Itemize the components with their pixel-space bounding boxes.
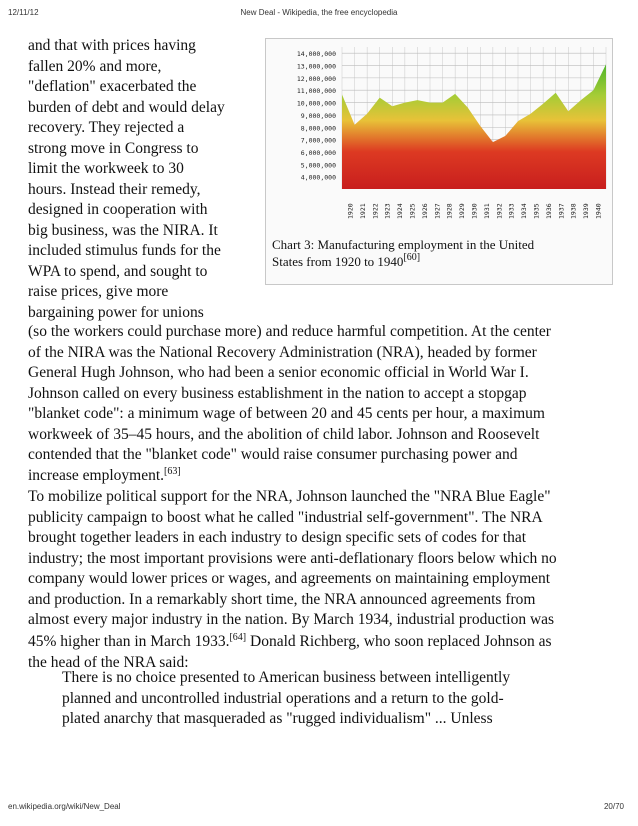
para1_lines-line: of the NIRA was the National Recovery Administration (NRA), headed by former [28,343,537,361]
intro_lines-line: hours. Instead their remedy, [28,180,201,198]
x-tick-label: 1938 [569,203,578,219]
para2_lines-line: industry; the most important provisions were anti-deflationary floors below which no [28,549,557,567]
intro_lines-line: fallen 20% and more, [28,57,162,75]
y-tick-label: 11,000,000 [296,87,336,96]
x-tick-label: 1931 [482,203,491,219]
x-tick-label: 1927 [433,203,442,219]
y-tick-label: 8,000,000 [300,124,336,133]
citation-64[interactable]: [64] [229,631,247,643]
para1_lines-line: Johnson called on every business establishment in the nation to accept a stopgap [28,384,527,402]
nra-paragraph [28,487,628,673]
y-tick-label: 10,000,000 [296,99,336,108]
para1_lines-line: contended that the "blanket code" would raise consumer purchasing power and [28,446,518,463]
chart-caption [272,236,602,270]
x-tick-label: 1935 [532,203,541,219]
x-tick-label: 1934 [520,203,529,219]
para1_lines-line: "blanket code": a minimum wage of between 20 and 45 cents per hour, a maximum [28,405,545,422]
employment-area [342,64,606,189]
caption-line2: States from 1920 to 1940 [272,254,404,269]
x-tick-label: 1921 [358,203,367,219]
para2_lines-line: publicity campaign to boost what he called "industrial self-government". The NRA [28,508,543,526]
employment-chart [266,39,612,234]
para2_lines-line: and production. In a remarkably short time, the NRA announced agreements from [28,590,536,608]
y-tick-label: 14,000,000 [296,50,336,59]
intro_lines-line: designed in cooperation with [28,201,208,218]
para2_lines-line: To mobilize political support for the NRA, Johnson launched the "NRA Blue Eagle" [28,488,551,505]
para1_lines-line: (so the workers could purchase more) and reduce harmful competition. At the center [28,323,551,340]
citation-60[interactable]: [60] [403,252,421,263]
intro_lines-line: limit the workweek to 30 [28,160,184,177]
intro_lines-line: strong move in Congress to [28,139,199,157]
intro_lines-line: bargaining power for unions [28,303,204,321]
intro_lines-line: burden of debt and would delay [28,98,225,116]
y-tick-label: 13,000,000 [296,62,336,71]
x-tick-label: 1932 [495,203,504,219]
para2_lines-line: company would lower prices or wages, and agreements on maintaining employment [28,570,551,587]
para1_lines-line: workweek of 35–45 hours, and the abolition of child labor. Johnson and Roosevelt [28,425,540,443]
para1-last-line [28,466,628,487]
x-tick-label: 1920 [346,203,355,219]
quote_lines-line: plated anarchy that masqueraded as "rugged individualism" ... Unless [62,710,493,727]
nira-paragraph [28,322,628,486]
y-tick-label: 9,000,000 [300,111,336,120]
para1_lines-line: General Hugh Johnson, who had been a senior economic official in World War I. [28,364,529,381]
x-tick-label: 1936 [544,203,553,219]
para2-last-line: the head of the NRA said: [28,653,189,671]
para2_lines-line: brought together leaders in each industry to design specific sets of codes for that [28,529,527,546]
x-tick-label: 1930 [470,203,479,219]
richberg-quote [62,668,622,730]
y-tick-label: 6,000,000 [300,148,336,157]
quote_lines-line: There is no choice presented to American business between intelligently [62,669,511,686]
quote_lines-line: planned and uncontrolled industrial operations and a return to the gold- [62,689,504,707]
header-date: 12/11/12 [8,8,39,17]
x-tick-label: 1926 [420,203,429,219]
para2-mid-line [28,631,628,653]
y-tick-label: 7,000,000 [300,136,336,145]
x-tick-label: 1933 [507,203,516,219]
intro_lines-line: recovery. They rejected a [28,119,185,136]
x-tick-label: 1924 [396,203,405,219]
x-tick-label: 1939 [582,203,591,219]
x-tick-label: 1923 [383,203,392,219]
x-tick-label: 1925 [408,203,417,219]
x-tick-label: 1940 [594,203,603,219]
intro_lines-line: big business, was the NIRA. It [28,221,218,239]
para2_lines-line: almost every major industry in the nation. By March 1934, industrial production was [28,611,555,628]
x-tick-label: 1928 [445,203,454,219]
intro-paragraph [28,36,260,323]
x-tick-label: 1922 [371,203,380,219]
footer-url: en.wikipedia.org/wiki/New_Deal [8,802,121,811]
para2-mid-before: 45% higher than in March 1933. [28,632,230,650]
intro_lines-line: raise prices, give more [28,283,169,300]
x-tick-label: 1937 [557,203,566,219]
y-tick-label: 4,000,000 [300,173,336,182]
header-title: New Deal - Wikipedia, the free encyclopedia [240,8,398,17]
para2-mid-after: Donald Richberg, who soon replaced Johnson as [246,632,552,650]
intro_lines-line: and that with prices having [28,37,196,54]
chart-figure [265,38,613,285]
y-tick-label: 12,000,000 [296,74,336,83]
caption-line1: Chart 3: Manufacturing employment in the United [272,237,535,252]
citation-63[interactable]: [63] [164,465,181,477]
intro_lines-line: WPA to spend, and sought to [28,262,208,280]
intro_lines-line: included stimulus funds for the [28,242,221,259]
para1-last-text: increase employment. [28,466,165,484]
x-tick-label: 1929 [458,203,467,219]
y-tick-label: 5,000,000 [300,161,336,170]
footer-page: 20/70 [603,802,624,811]
intro_lines-line: "deflation" exacerbated the [28,78,197,95]
